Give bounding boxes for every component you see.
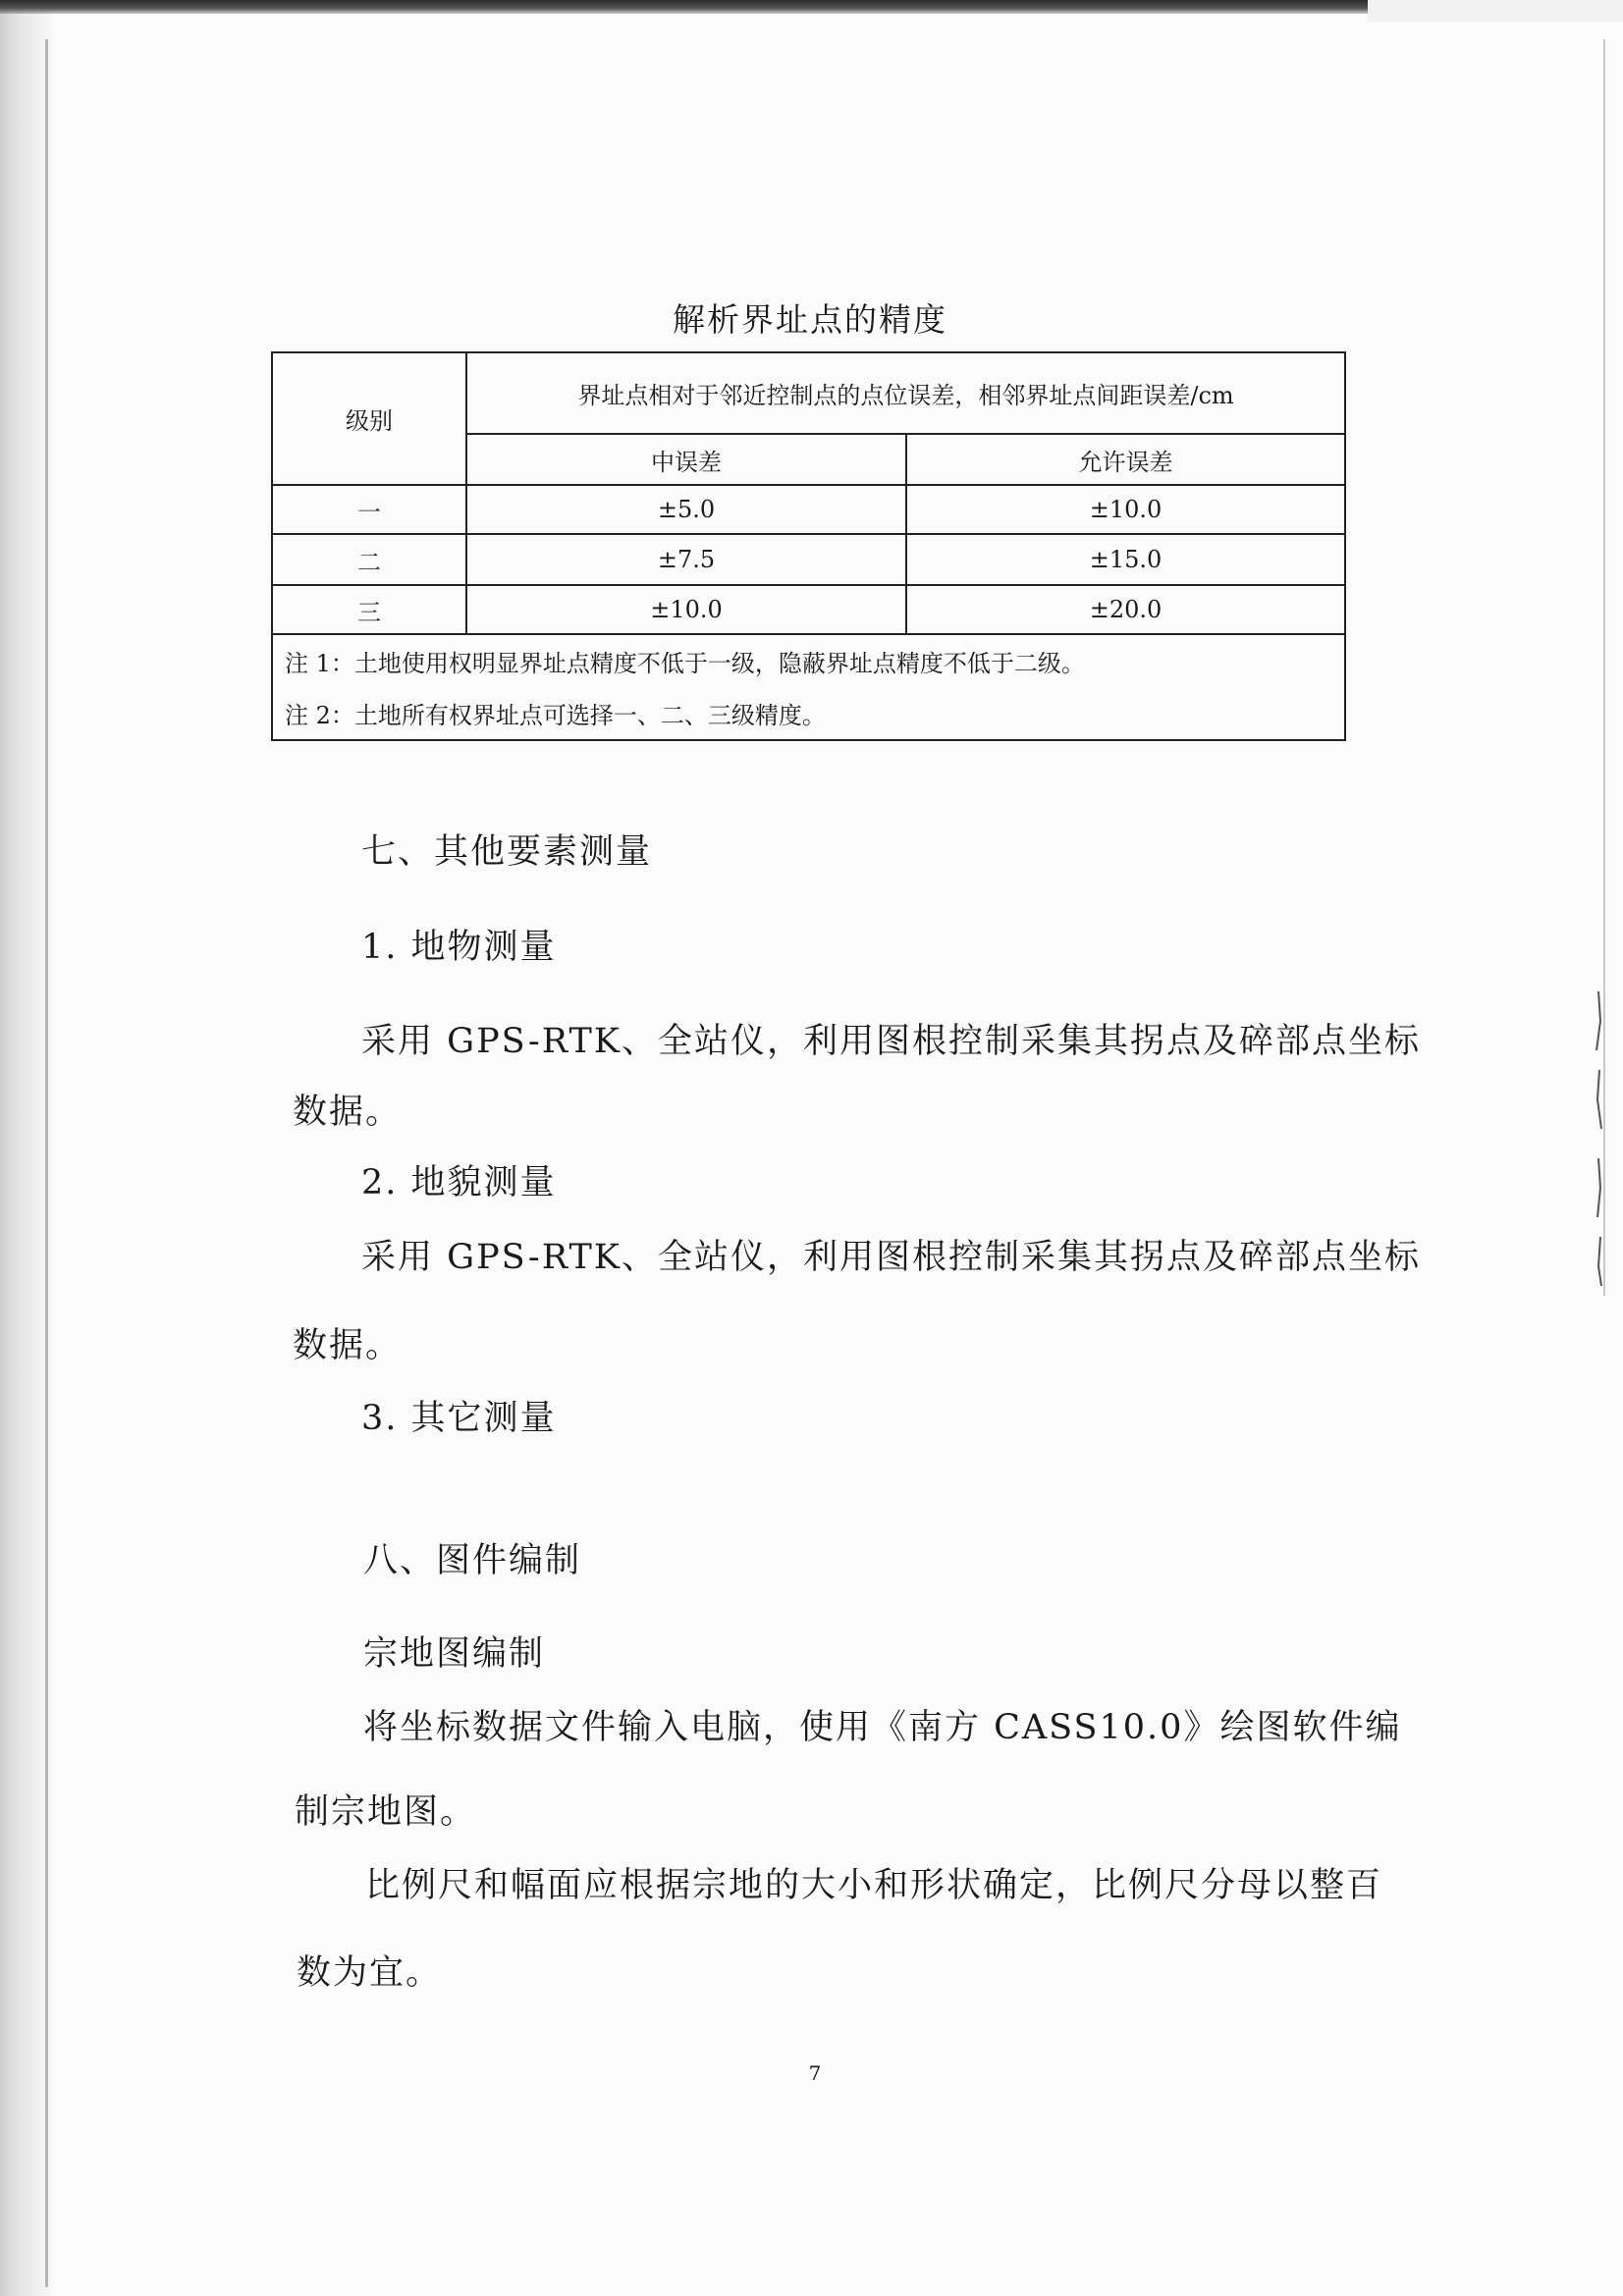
- table-note-2: 注 2：土地所有权界址点可选择一、二、三级精度。: [272, 687, 1345, 740]
- header-grade: 级别: [272, 352, 466, 485]
- header-mean-error: 中误差: [466, 434, 906, 485]
- section-7-2-line-1: 采用 GPS-RTK、全站仪，利用图根控制采集其拐点及碎部点坐标: [361, 1238, 1421, 1277]
- row-mean-error: ±5.0: [466, 485, 906, 534]
- section-8-p2-line-2: 数为宜。: [297, 1953, 443, 1993]
- section-8-subheading: 宗地图编制: [363, 1634, 546, 1674]
- section-8-p1-line-2: 制宗地图。: [295, 1792, 477, 1832]
- precision-table: [271, 351, 1346, 741]
- row-allowed-error: ±15.0: [906, 534, 1345, 585]
- page-number: 7: [808, 2061, 822, 2085]
- table-row: [272, 534, 1345, 585]
- section-7-2-heading: 2. 地貌测量: [361, 1163, 557, 1202]
- row-allowed-error: ±10.0: [906, 485, 1345, 534]
- section-8-p2-line-1: 比例尺和幅面应根据宗地的大小和形状确定，比例尺分母以整百: [365, 1866, 1383, 1905]
- row-grade: 二: [272, 534, 466, 585]
- row-mean-error: ±7.5: [466, 534, 906, 585]
- section-7-1-line-2: 数据。: [293, 1093, 403, 1132]
- header-allowed-error: 允许误差: [906, 434, 1345, 485]
- section-8-p1-line-1: 将坐标数据文件输入电脑，使用《南方 CASS10.0》绘图软件编: [363, 1708, 1402, 1747]
- section-7-2-line-2: 数据。: [293, 1326, 403, 1365]
- table-row: [272, 485, 1345, 534]
- table-title: 解析界址点的精度: [673, 300, 947, 339]
- section-8-heading: 八、图件编制: [363, 1541, 582, 1580]
- binding-marks: [1589, 991, 1606, 1286]
- section-7-3-heading: 3. 其它测量: [361, 1399, 557, 1438]
- section-7-1-line-1: 采用 GPS-RTK、全站仪，利用图根控制采集其拐点及碎部点坐标: [361, 1022, 1421, 1061]
- scan-left-shadow: [0, 0, 51, 2296]
- scan-left-edge: [45, 39, 48, 2287]
- scan-top-right-blank: [1368, 0, 1623, 22]
- section-7-heading: 七、其他要素测量: [361, 832, 653, 872]
- table-row: [272, 585, 1345, 634]
- table-note-1: 注 1：土地使用权明显界址点精度不低于一级，隐蔽界址点精度不低于二级。: [272, 634, 1345, 687]
- row-grade: 三: [272, 585, 466, 634]
- row-mean-error: ±10.0: [466, 585, 906, 634]
- header-group: 界址点相对于邻近控制点的点位误差，相邻界址点间距误差/cm: [466, 352, 1345, 434]
- row-grade: 一: [272, 485, 466, 534]
- row-allowed-error: ±20.0: [906, 585, 1345, 634]
- section-7-1-heading: 1. 地物测量: [361, 928, 557, 967]
